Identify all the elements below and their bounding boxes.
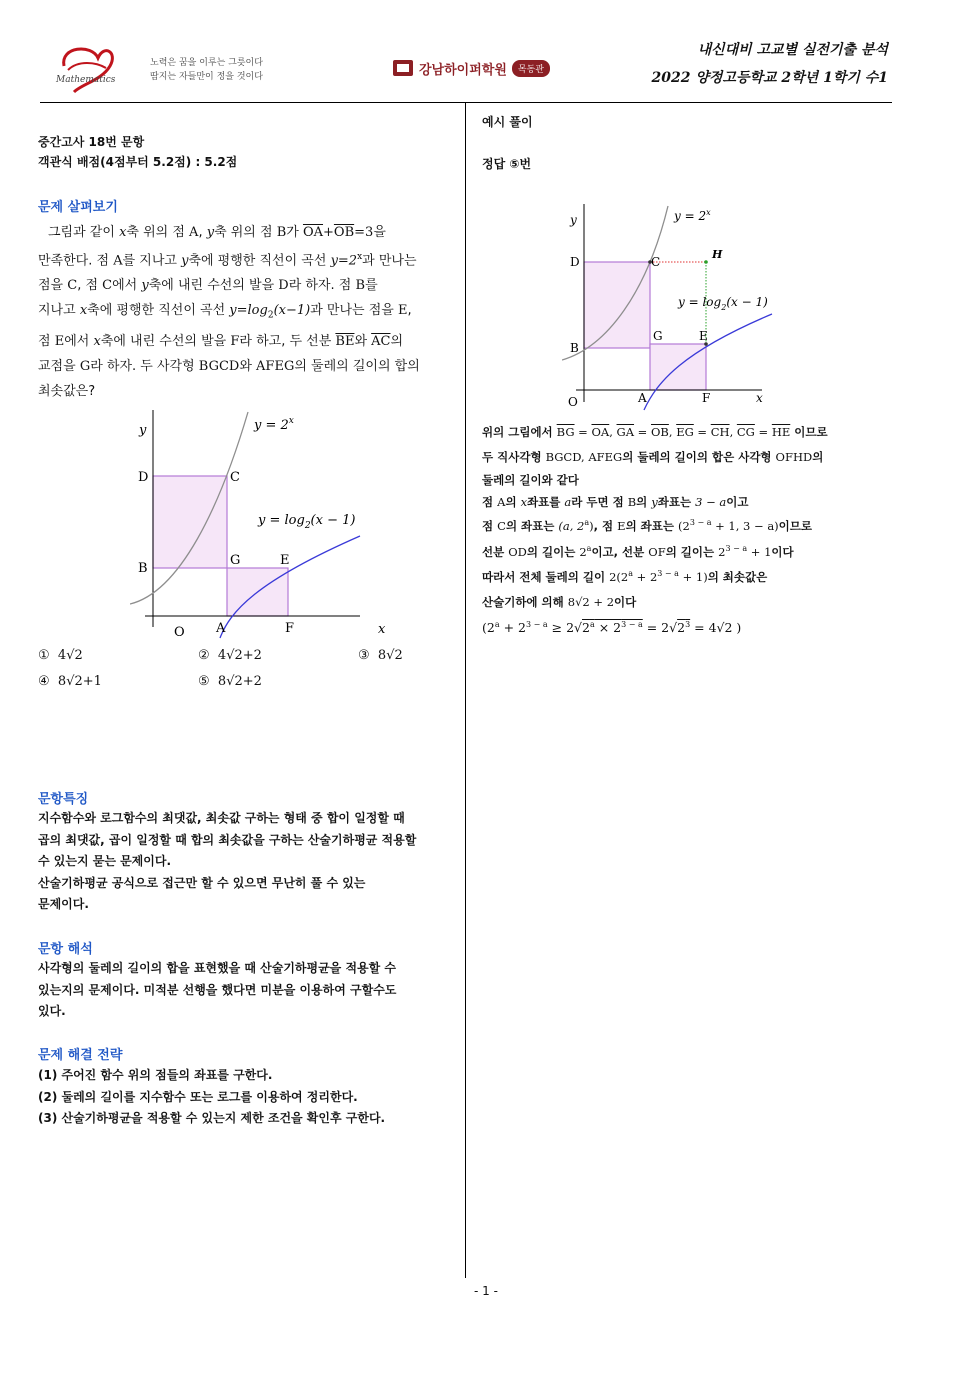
page-number: - 1 - <box>474 1284 498 1298</box>
slogan <box>150 56 263 84</box>
header-divider <box>40 102 892 103</box>
origin-label: O <box>568 395 578 409</box>
slogan-line-1: 노력은 꿈을 이루는 그릇이다 <box>150 58 263 68</box>
features-line-4: 산술기하평균 공식으로 접근만 할 수 있으면 무난히 풀 수 있는 <box>38 875 366 890</box>
header-title-line-1: 내신대비 고교별 실전기출 분석 <box>697 42 888 58</box>
point-c-label: C <box>651 255 661 269</box>
section-title-problem: 문제 살펴보기 <box>38 200 118 215</box>
features-line-3: 수 있는지 묻는 문제이다. <box>38 854 172 868</box>
solution-line-7: 따라서 전체 둘레의 길이 $2(2^a + 2^{3 - a} + 1)$의 최솟값은 <box>482 569 768 584</box>
choice-4[interactable]: ④ 8√2+1 <box>38 674 102 689</box>
analysis-line-1: 사각형의 둘레의 길이의 합을 표현했을 때 산술기하평균을 적용할 수 <box>38 961 397 975</box>
point-f-label: F <box>702 391 711 405</box>
point-g-label: G <box>653 329 663 343</box>
point-a-label: A <box>216 621 226 636</box>
problem-line-2: 만족한다. 점 A를 지나고 y축에 평행한 직선이 곡선 $y=2^x$과 만나는 <box>38 252 417 269</box>
problem-line-1: 그림과 같이 x축 위의 점 A, y축 위의 점 B가 $\overline{OA}+\overline{OB}=3$을 <box>48 225 386 240</box>
academy-branch-badge: 목동관 <box>512 60 550 77</box>
x-axis-label: x <box>378 622 386 637</box>
features-line-5: 문제이다. <box>38 897 89 911</box>
point-a-label: A <box>638 391 647 405</box>
choice-5[interactable]: ⑤ 8√2+2 <box>198 674 262 689</box>
section-title-analysis: 문항 해석 <box>38 942 93 957</box>
solution-line-1: 위의 그림에서 $\overline{BG} = \overline{OA}$, $\overline{GA} = \overline{OB}$, $\overline{EG} = \overline{CH}$, $\overline{CG} = \overline{HE}$ 이므로 <box>482 425 828 439</box>
section-strategy-text <box>38 1065 453 1130</box>
exp-curve-label: $y = 2^x$ <box>674 208 711 223</box>
section-title-features: 문항특징 <box>38 792 89 807</box>
solution-line-5: 점 C의 좌표는 (a, 2$^a$), 점 E의 좌표는 ($2^{3 - a} + 1$, 3 − a)이므로 <box>482 518 812 533</box>
strategy-line-1: (1) 주어진 함수 위의 점들의 좌표를 구한다. <box>38 1068 273 1082</box>
point-d-label: D <box>138 470 149 485</box>
choice-1[interactable]: ① 4√2 <box>38 648 83 663</box>
solution-line-3: 둘레의 길이와 같다 <box>482 473 579 487</box>
exp-curve-label: $y = 2^x$ <box>254 416 294 433</box>
exam-meta-line-1: 중간고사 18번 문항 <box>38 135 145 149</box>
math-logo-icon <box>52 38 122 98</box>
left-column <box>38 132 453 1125</box>
features-line-1: 지수함수와 로그함수의 최댓값, 최솟값 구하는 형태 중 합이 일정할 때 <box>38 811 405 825</box>
header-title-line-2: 2022 양정고등학교 2학년 1학기 수1 <box>651 70 888 86</box>
problem-line-7: 최솟값은? <box>38 383 96 399</box>
y-axis-label: y <box>139 423 147 438</box>
solution-line-9: ($2^a + 2^{3 - a} \ge 2√2^a \times 2^{3 - a} = 2√2^3 = 4√2$ ) <box>482 620 742 636</box>
point-d-label: D <box>570 255 580 269</box>
log-curve-label: $y = \log_2(x - 1)$ <box>258 513 356 531</box>
point-b-label: B <box>138 561 148 576</box>
point-h-dot <box>704 260 708 264</box>
slogan-line-2: 땀지는 자들만이 정을 것이다 <box>150 72 263 82</box>
solution-line-6: 선분 OD의 길이는 2$^a$이고, 선분 OF의 길이는 $2^{3 - a} + 1$이다 <box>482 544 794 559</box>
problem-text <box>38 220 453 404</box>
rect-bgcd <box>584 262 650 348</box>
x-axis-label: x <box>756 391 763 405</box>
academy-name: 강남하이퍼학원 <box>419 62 507 78</box>
y-axis-label: y <box>570 213 577 227</box>
solution-line-4: 점 A의 x좌표를 a라 두면 점 B의 y좌표는 3 − a이고 <box>482 495 749 509</box>
problem-line-4: 지나고 x축에 평행한 직선이 곡선 $y=\log_2(x-1)$과 만나는 점을 E, <box>38 303 412 321</box>
solution-figure <box>562 202 782 412</box>
log-curve-label: $y = \log_2(x - 1)$ <box>678 295 768 312</box>
problem-line-6: 교점을 G라 하자. 두 사각형 BGCD와 AFEG의 둘레의 길이의 합의 <box>38 358 420 374</box>
point-h-label: H <box>712 248 723 261</box>
section-analysis-text <box>38 958 453 1023</box>
choice-3[interactable]: ③ 8√2 <box>358 648 403 663</box>
logo-text: Mathematics <box>56 75 116 85</box>
rect-bgcd <box>153 476 227 568</box>
page-header <box>40 30 892 102</box>
point-c-label: C <box>230 470 240 485</box>
academy-emblem-icon <box>392 58 414 78</box>
problem-figure <box>130 402 410 646</box>
analysis-line-2: 있는지의 문제이다. 미적분 선행을 했다면 미분을 이용하여 구할수도 <box>38 982 397 997</box>
header-title <box>652 36 888 92</box>
point-b-label: B <box>570 341 579 355</box>
strategy-line-2: (2) 둘레의 길이를 지수함수 또는 로그를 이용하여 정리한다. <box>38 1089 358 1104</box>
point-g-label: G <box>230 553 241 568</box>
column-divider <box>465 103 466 1278</box>
problem-line-5: 점 E에서 x축에 내린 수선의 발을 F라 하고, 두 선분 $\overline{BE}$와 $\overline{AC}$의 <box>38 333 404 349</box>
origin-label: O <box>174 625 185 640</box>
point-f-label: F <box>285 621 295 636</box>
strategy-line-3: (3) 산술기하평균을 적용할 수 있는지 제한 조건을 확인후 구한다. <box>38 1111 386 1125</box>
solution-line-2: 두 직사각형 BGCD, AFEG의 둘레의 길이의 합은 사각형 OFHD의 <box>482 450 824 464</box>
exam-meta <box>38 132 453 172</box>
point-e-label: E <box>280 553 290 568</box>
exam-meta-line-2: 객관식 배점(4점부터 5.2점) : 5.2점 <box>38 155 238 169</box>
problem-line-3: 점을 C, 점 C에서 y축에 내린 수선의 발을 D라 하자. 점 B를 <box>38 278 378 294</box>
solution-title: 예시 풀이 <box>482 115 533 129</box>
solution-line-8: 산술기하에 의해 8√2 + 2이다 <box>482 595 637 609</box>
answer-label: 정답 ⑤번 <box>482 157 532 171</box>
section-features-text <box>38 808 453 916</box>
point-e-label: E <box>699 329 708 343</box>
academy-logo <box>392 58 550 78</box>
features-line-2: 곱의 최댓값, 곱이 일정할 때 합의 최솟값을 구하는 산술기하평균 적용할 <box>38 832 417 847</box>
choice-2[interactable]: ② 4√2+2 <box>198 648 262 663</box>
analysis-line-3: 있다. <box>38 1004 66 1018</box>
section-title-strategy: 문제 해결 전략 <box>38 1048 123 1063</box>
